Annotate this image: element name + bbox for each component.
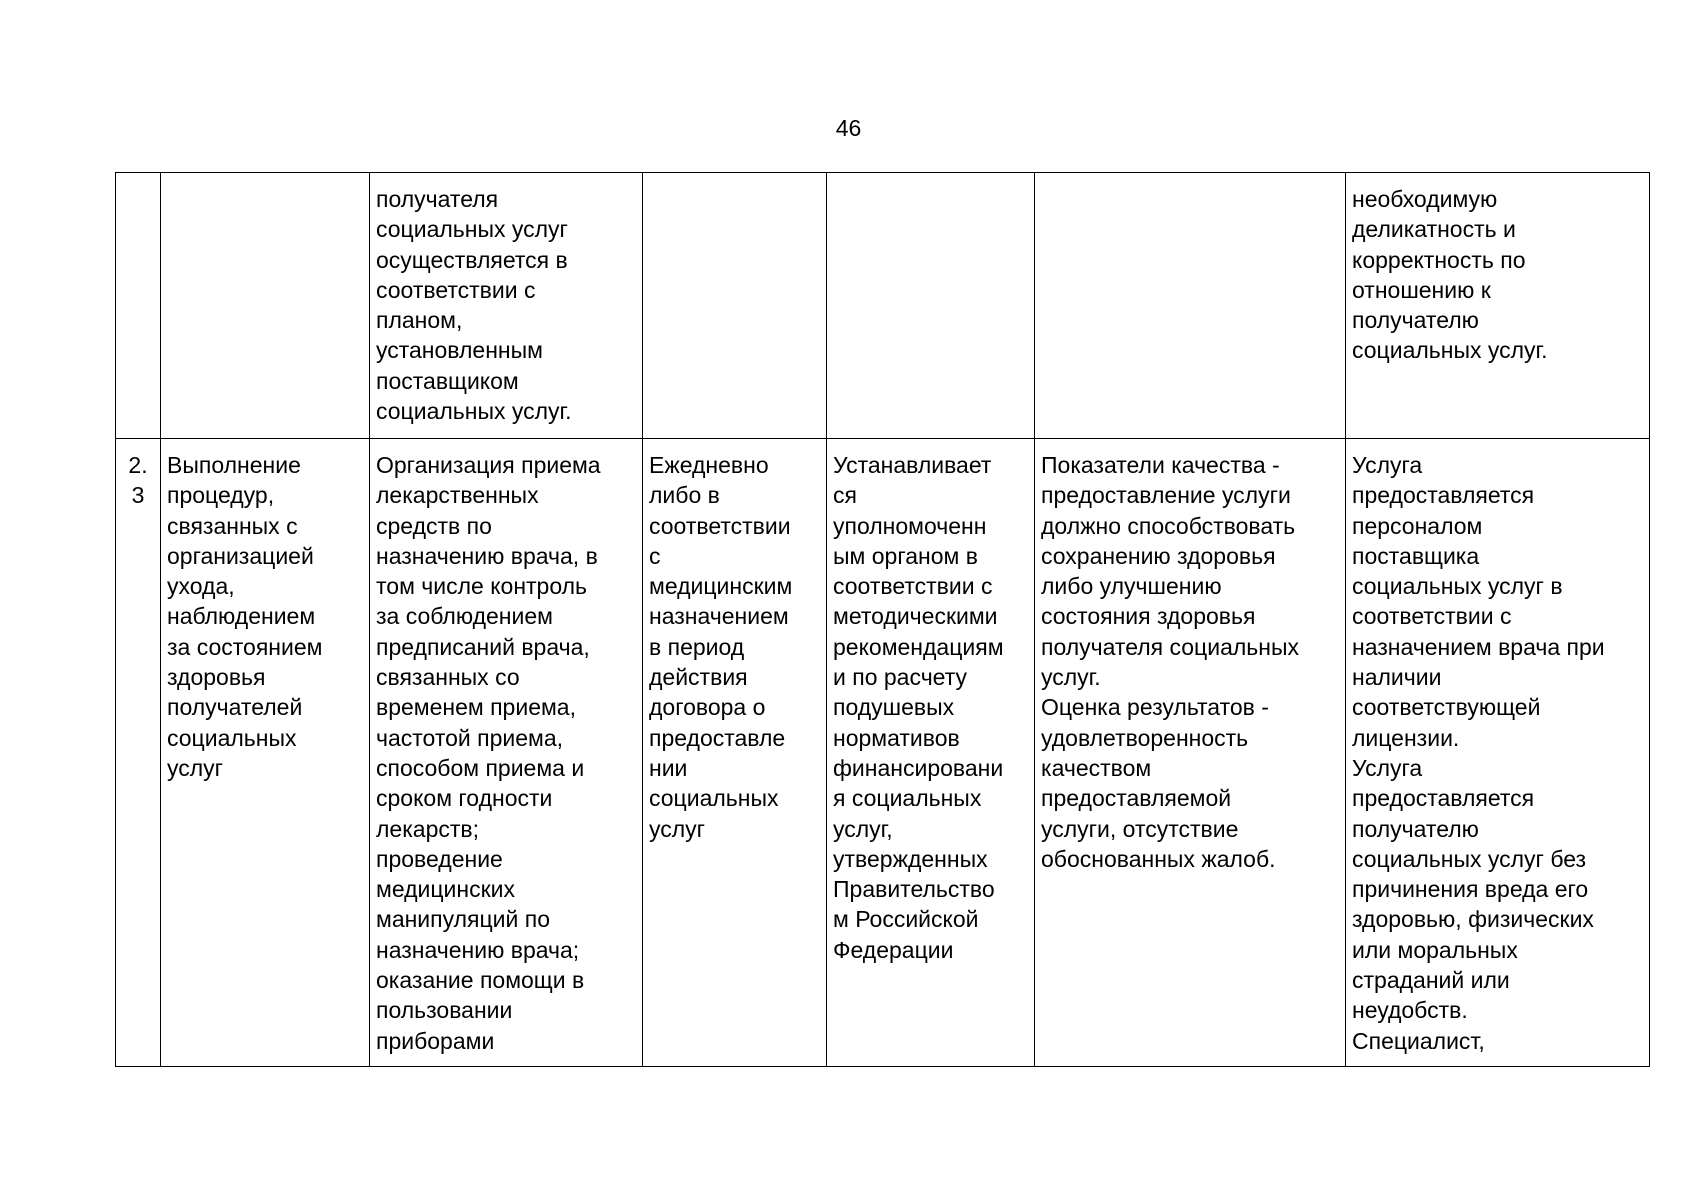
cell-service-name	[161, 173, 370, 439]
cell-quality-indicators	[1035, 173, 1346, 439]
table-row-continuation	[116, 173, 1650, 439]
page-number: 46	[835, 115, 862, 141]
cell-number	[116, 173, 161, 439]
cell-service-timing: Ежедневно либо в соответствии с медицинским назначением в период действия договора о предоставле нии социальных услуг	[643, 439, 827, 1067]
cell-service-cost: Устанавливает ся уполномоченн ым органом в соответствии с методическими рекомендациям и по расчету подушевых нормативов финансировани я социальных услуг, утвержденных Правительство м Российской Федерации	[827, 439, 1035, 1067]
services-table	[115, 172, 1650, 1067]
cell-quality-indicators: Показатели качества - предоставление услуги должно способствовать сохранению здоровья либо улучшению состояния здоровья получателя социальных услуг. Оценка результатов - удовлетворенность качеством предоставляемой услуги, отсутствие обоснованных жалоб.	[1035, 439, 1346, 1067]
cell-service-description: Организация приема лекарственных средств по назначению врача, в том числе контроль за соблюдением предписаний врача, связанных со временем приема, частотой приема, способом приема и сроком годности лекарств; проведение медицинских манипуляций по назначению врача; оказание помощи в пользовании приборами	[370, 439, 643, 1067]
cell-service-conditions: необходимую деликатность и корректность по отношению к получателю социальных услуг.	[1346, 173, 1650, 439]
cell-service-description: получателя социальных услуг осуществляется в соответствии с планом, установленным поставщиком социальных услуг.	[370, 173, 643, 439]
cell-service-name: Выполнение процедур, связанных с организацией ухода, наблюдением за состоянием здоровья получателей социальных услуг	[161, 439, 370, 1067]
cell-service-timing	[643, 173, 827, 439]
cell-service-cost	[827, 173, 1035, 439]
cell-service-conditions: Услуга предоставляется персоналом поставщика социальных услуг в соответствии с назначением врача при наличии соответствующей лицензии. Услуга предоставляется получателю социальных услуг без причинения вреда его здоровью, физических или моральных страданий или неудобств. Специалист,	[1346, 439, 1650, 1067]
cell-number: 2. 3	[116, 439, 161, 1067]
table-row-2-3	[116, 439, 1650, 1067]
